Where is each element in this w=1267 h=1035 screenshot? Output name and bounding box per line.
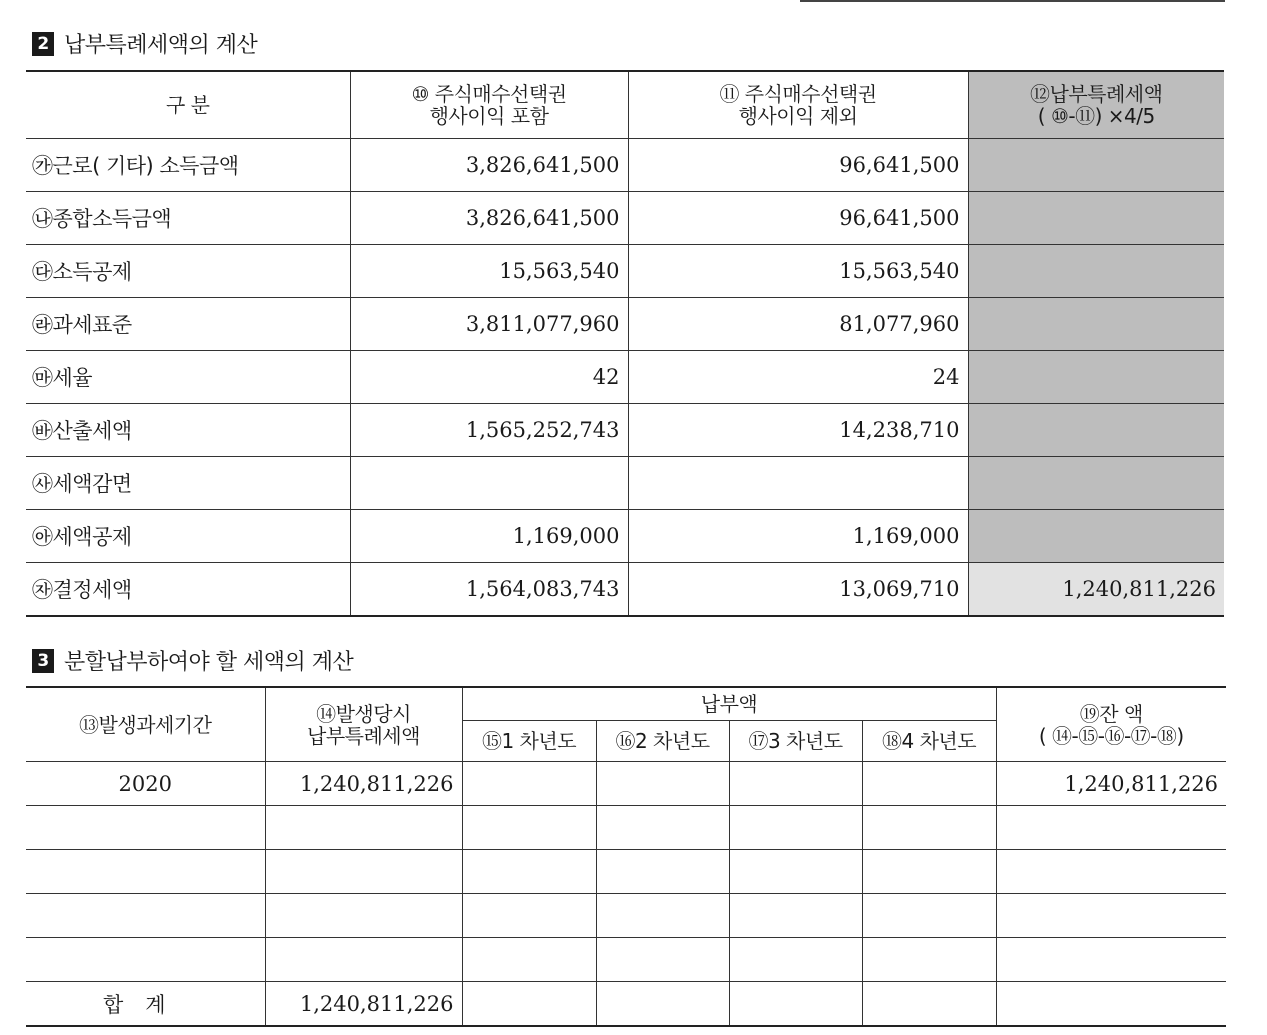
cell-year1 [462,938,596,982]
value-incl: 1,169,000 [350,510,628,563]
header-period: ⑬발생과세기간 [26,687,265,762]
value-incl: 1,565,252,743 [350,404,628,457]
table-header-row [26,71,1224,139]
value-special: 1,240,811,226 [968,563,1224,617]
row-label: ㉵세액공제 [26,510,350,563]
table-row [26,563,1224,617]
cell-year4 [862,894,996,938]
value-excl: 14,238,710 [628,404,968,457]
header-col11 [628,71,968,139]
value-special [968,192,1224,245]
value-incl: 15,563,540 [350,245,628,298]
value-special [968,351,1224,404]
cell-year4 [862,850,996,894]
section3-number: 3 [32,649,54,673]
table-header-row [26,687,1226,721]
table-row [26,139,1224,192]
header-col10-line1: ⑩ 주식매수선택권 [411,82,567,106]
value-incl: 42 [350,351,628,404]
section2-title [32,28,257,59]
cell-period [26,894,265,938]
cell-year3 [729,850,862,894]
header-balance-line1: ⑲잔 액 [1079,701,1143,726]
table-row [26,457,1224,510]
row-label: ㉳산출세액 [26,404,350,457]
header-balance [996,687,1226,762]
cell-year4 [862,762,996,806]
section3-title [32,645,353,676]
header-col11-line1: ⑪ 주식매수선택권 [719,82,877,106]
header-balance-line2: ( ⑭-⑮-⑯-⑰-⑱) [1038,723,1184,748]
table-row [26,298,1224,351]
header-col11-line2: 행사이익 제외 [738,104,858,128]
cell-year4 [862,806,996,850]
value-excl [628,457,968,510]
value-excl: 81,077,960 [628,298,968,351]
row-label: ㉴세액감면 [26,457,350,510]
header-col12-line2: ( ⑩-⑪) ×4/5 [1037,104,1155,128]
cell-balance [996,806,1226,850]
value-special [968,404,1224,457]
value-incl: 1,564,083,743 [350,563,628,617]
total-year2 [596,982,729,1027]
cell-year2 [596,894,729,938]
total-year3 [729,982,862,1027]
header-original-line2: 납부특례세액 [307,723,420,748]
total-year1 [462,982,596,1027]
header-col12-line1: ⑫납부특례세액 [1030,82,1163,106]
total-row [26,982,1226,1027]
value-incl: 3,826,641,500 [350,192,628,245]
installment-table [26,686,1226,1027]
row-label: ㉲세율 [26,351,350,404]
cell-balance [996,938,1226,982]
value-excl: 96,641,500 [628,192,968,245]
row-label: ㉰소득공제 [26,245,350,298]
value-incl: 3,826,641,500 [350,139,628,192]
total-year4 [862,982,996,1027]
cell-year2 [596,806,729,850]
cell-year4 [862,938,996,982]
table-row [26,762,1226,806]
cell-original [265,850,462,894]
cell-period [26,938,265,982]
table-row [26,404,1224,457]
header-col10 [350,71,628,139]
cell-year1 [462,894,596,938]
cell-year2 [596,850,729,894]
value-special [968,298,1224,351]
cell-balance [996,894,1226,938]
value-special [968,139,1224,192]
value-excl: 96,641,500 [628,139,968,192]
header-year1: ⑮1 차년도 [462,721,596,762]
table-row [26,351,1224,404]
total-balance [996,982,1226,1027]
value-excl: 15,563,540 [628,245,968,298]
value-incl: 3,811,077,960 [350,298,628,351]
total-original: 1,240,811,226 [265,982,462,1027]
row-label: ㉱과세표준 [26,298,350,351]
header-year2: ⑯2 차년도 [596,721,729,762]
header-col10-line2: 행사이익 포함 [429,104,549,128]
row-label: ㉯종합소득금액 [26,192,350,245]
value-excl: 13,069,710 [628,563,968,617]
header-original [265,687,462,762]
table-row [26,850,1226,894]
cell-year3 [729,762,862,806]
cell-period [26,806,265,850]
table-row [26,510,1224,563]
table-row [26,192,1224,245]
header-col12 [968,71,1224,139]
value-incl [350,457,628,510]
cell-year1 [462,850,596,894]
value-special [968,510,1224,563]
cell-year3 [729,806,862,850]
top-rule [800,0,1225,2]
table-row [26,245,1224,298]
header-year3: ⑰3 차년도 [729,721,862,762]
cell-year1 [462,806,596,850]
total-label: 합계 [26,982,265,1027]
cell-year1 [462,762,596,806]
cell-original [265,806,462,850]
cell-year2 [596,762,729,806]
row-label: ㉶결정세액 [26,563,350,617]
special-tax-table [26,70,1224,617]
table-row [26,938,1226,982]
cell-year2 [596,938,729,982]
cell-year3 [729,938,862,982]
header-year4: ⑱4 차년도 [862,721,996,762]
cell-original: 1,240,811,226 [265,762,462,806]
table-row [26,894,1226,938]
value-excl: 1,169,000 [628,510,968,563]
section3-title-text: 분할납부하여야 할 세액의 계산 [64,650,354,675]
cell-original [265,938,462,982]
value-special [968,457,1224,510]
header-category: 구 분 [26,71,350,139]
cell-original [265,894,462,938]
header-paid: 납부액 [462,687,996,721]
value-special [968,245,1224,298]
table-row [26,806,1226,850]
cell-balance: 1,240,811,226 [996,762,1226,806]
row-label: ㉮근로( 기타) 소득금액 [26,139,350,192]
cell-period [26,850,265,894]
section2-title-text: 납부특례세액의 계산 [64,33,258,58]
section2-number: 2 [32,32,54,56]
cell-year3 [729,894,862,938]
cell-period: 2020 [26,762,265,806]
cell-balance [996,850,1226,894]
value-excl: 24 [628,351,968,404]
header-original-line1: ⑭발생당시 [316,701,411,726]
